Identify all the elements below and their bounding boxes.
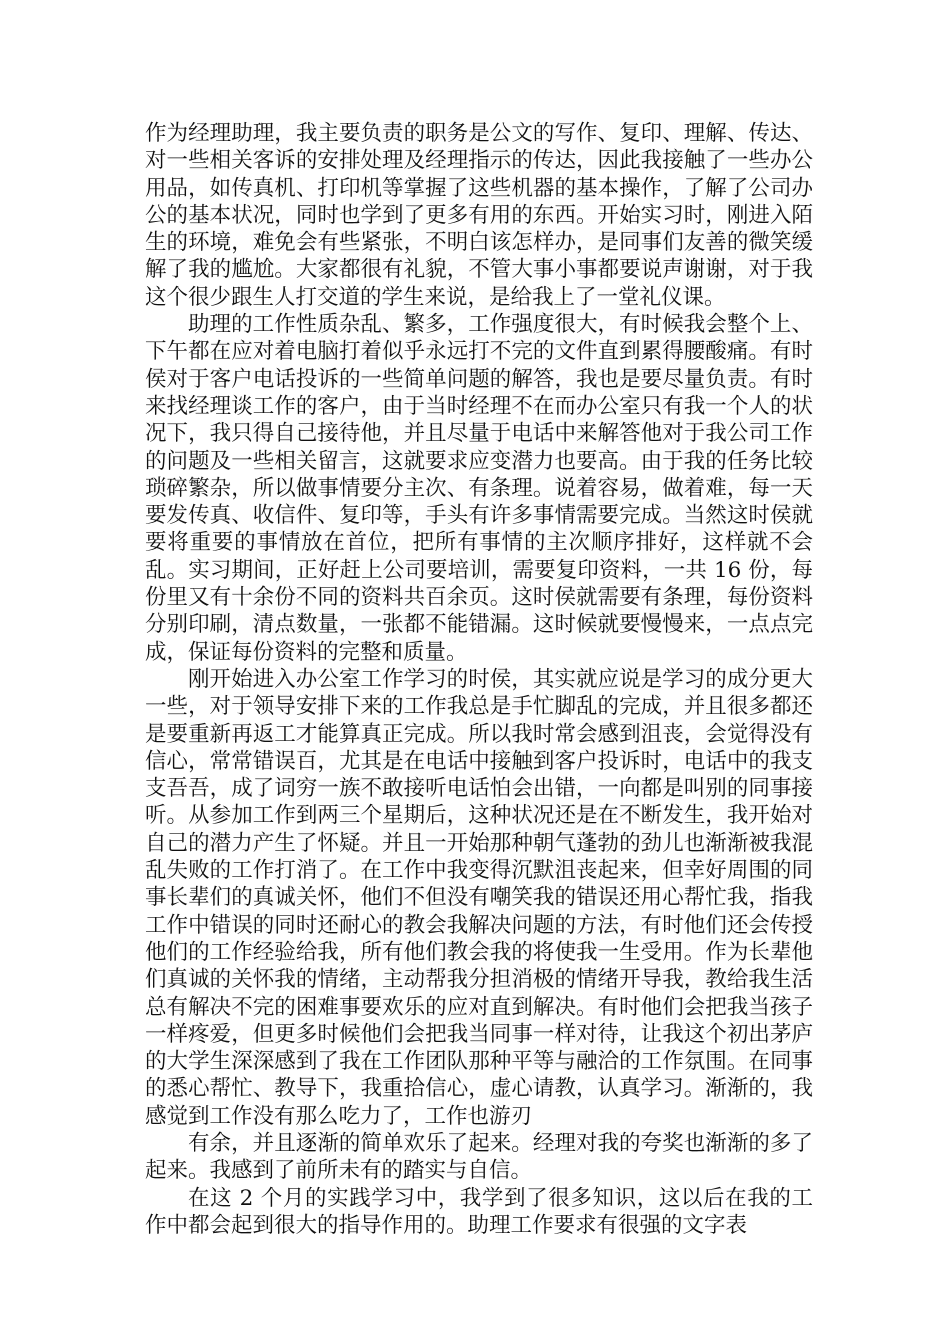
paragraph-4: 有余，并且逐渐的简单欢乐了起来。经理对我的夸奖也渐渐的多了起来。我感到了前所未有的踏实与自信。 xyxy=(145,1130,813,1184)
paragraph-2: 助理的工作性质杂乱、繁多，工作强度很大，有时候我会整个上、下午都在应对着电脑打着似乎永远打不完的文件直到累得腰酸痛。有时侯对于客户电话投诉的一些简单问题的解答，我也是要尽量负责。有时来找经理谈工作的客户，由于当时经理不在而办公室只有我一个人的状况下，我只得自己接待他，并且尽量于电话中来解答他对于我公司工作的问题及一些相关留言，这就要求应变潜力也要高。由于我的任务比较琐碎繁杂，所以做事情要分主次、有条理。说着容易，做着难，每一天要发传真、收信件、复印等，手头有许多事情需要完成。当然这时侯就要将重要的事情放在首位，把所有事情的主次顺序排好，这样就不会乱。实习期间，正好赶上公司要培训，需要复印资料，一共 16 份，每份里又有十余份不同的资料共百余页。这时侯就需要有条理，每份资料分别印刷，清点数量，一张都不能错漏。这时候就要慢慢来，一点点完成，保证每份资料的完整和质量。 xyxy=(145,312,813,665)
paragraph-3: 刚开始进入办公室工作学习的时侯，其实就应说是学习的成分更大一些，对于领导安排下来的工作我总是手忙脚乱的完成，并且很多都还是要重新再返工才能算真正完成。所以我时常会感到沮丧，会觉得没有信心，常常错误百，尤其是在电话中接触到客户投诉时，电话中的我支支吾吾，成了词穷一族不敢接听电话怕会出错，一向都是叫别的同事接听。从参加工作到两三个星期后，这种状况还是在不断发生，我开始对自己的潜力产生了怀疑。并且一开始那种朝气蓬勃的劲儿也渐渐被我混乱失败的工作打消了。在工作中我变得沉默沮丧起来，但幸好周围的同事长辈们的真诚关怀，他们不但没有嘲笑我的错误还用心帮忙我，指我工作中错误的同时还耐心的教会我解决问题的方法，有时他们还会传授他们的工作经验给我，所有他们教会我的将使我一生受用。作为长辈他们真诚的关怀我的情绪，主动帮我分担消极的情绪开导我，教给我生活总有解决不完的困难事要欢乐的应对直到解决。有时他们会把我当孩子一样疼爱，但更多时候他们会把我当同事一样对待，让我这个初出茅庐的大学生深深感到了我在工作团队那种平等与融洽的工作氛围。在同事的悉心帮忙、教导下，我重拾信心，虚心请教，认真学习。渐渐的，我感觉到工作没有那么吃力了，工作也游刃 xyxy=(145,666,813,1129)
document-body xyxy=(145,120,813,1239)
paragraph-5: 在这 2 个月的实践学习中，我学到了很多知识，这以后在我的工作中都会起到很大的指导作用的。助理工作要求有很强的文字表 xyxy=(145,1185,813,1238)
paragraph-1: 作为经理助理，我主要负责的职务是公文的写作、复印、理解、传达、对一些相关客诉的安排处理及经理指示的传达，因此我接触了一些办公用品，如传真机、打印机等掌握了这些机器的基本操作，了解了公司办公的基本状况，同时也学到了更多有用的东西。开始实习时，刚进入陌生的环境，难免会有些紧张，不明白该怎样办，是同事们友善的微笑缓解了我的尴尬。大家都很有礼貌，不管大事小事都要说声谢谢，对于我这个很少跟生人打交道的学生来说，是给我上了一堂礼仪课。 xyxy=(145,121,813,310)
